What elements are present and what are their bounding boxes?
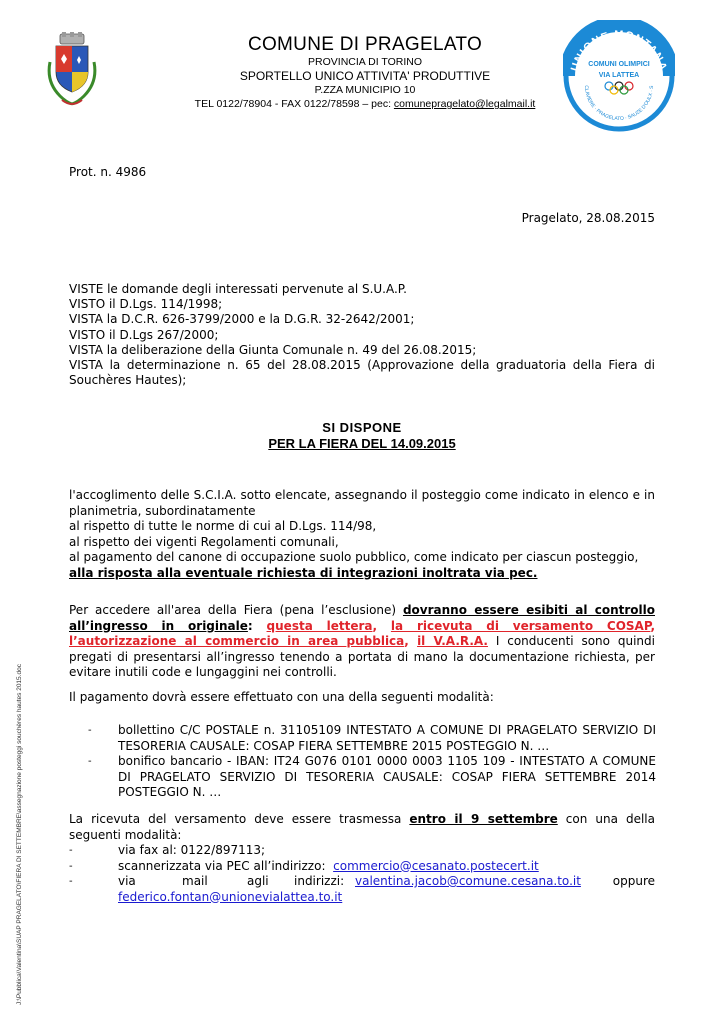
mail-word-indirizzi: indirizzi: <box>294 874 345 888</box>
receipt-method-pec <box>69 859 655 875</box>
premise-line: VISTO il D.Lgs. 114/1998; <box>69 297 223 312</box>
logo-line1: COMUNI OLIMPICI <box>588 61 650 68</box>
protocol-number: Prot. n. 4986 <box>69 165 147 179</box>
pec-email-link[interactable]: commercio@cesanato.postecert.it <box>333 858 539 873</box>
access-sep: , <box>650 618 655 633</box>
address-label: P.ZZA MUNICIPIO 10 <box>314 84 416 96</box>
payment-methods-list <box>86 723 656 801</box>
unione-montana-logo <box>563 20 675 132</box>
acceptance-paragraph <box>69 488 655 581</box>
mail-email-link-1[interactable]: valentina.jacob@comune.cesana.to.it <box>355 874 581 888</box>
premise-line: VISTA la determinazione n. 65 del 28.08.2015 (Approvazione della graduatoria della Fiera di Souchères Hautes); <box>69 358 655 388</box>
access-rest: I conducenti sono quindi pregati di presentarsi all’ingresso tenendo a portata di mano la documentazione richiesta, per evitare inutili code e lungaggini nei controlli. <box>69 634 655 679</box>
mail-email-link-2[interactable]: federico.fontan@unionevialattea.to.it <box>118 889 343 904</box>
letterhead <box>150 34 580 111</box>
premise-line: VISTE le domande degli interessati pervenute al S.U.A.P. <box>69 282 407 296</box>
contacts-line <box>150 97 580 111</box>
acceptance-line: al rispetto dei vigenti Regolamenti comunali, <box>69 534 339 549</box>
document-date: Pragelato, 28.08.2015 <box>521 211 655 225</box>
receipt-method-mail <box>69 874 655 890</box>
municipality-title: COMUNE DI PRAGELATO <box>247 34 483 55</box>
pec-text-wrap <box>118 859 539 875</box>
receipt-paragraph <box>69 812 655 843</box>
logo-line2: VIA LATTEA <box>598 72 640 79</box>
payment-method-item <box>86 754 656 801</box>
payment-method-bank: bonifico bancario - IBAN: IT24 G076 0101 0000 0003 1105 109 - INTESTATO A COMUNE DI PRAGELATO SERVIZIO DI TESORERIA CAUSALE: COSAP FIERA SETTEMBRE 2014 POSTEGGIO N. … <box>118 754 656 799</box>
receipt-method-mail-cont <box>69 890 655 906</box>
decision-subheading: PER LA FIERA DEL 14.09.2015 <box>268 436 456 451</box>
municipal-crest-logo <box>46 32 98 110</box>
required-doc-receipt: la ricevuta di versamento COSAP <box>390 618 651 633</box>
required-doc-vara: il V.A.R.A. <box>417 634 488 648</box>
receipt-method-fax <box>69 843 655 859</box>
acceptance-line: al pagamento del canone di occupazione suolo pubblico, come indicato per ciascun posteggio, <box>69 550 639 564</box>
bullet-dash: - <box>69 860 73 872</box>
required-doc-authorization: l’autorizzazione al commercio in area pubblica <box>69 634 405 648</box>
acceptance-line: l'accoglimento delle S.C.I.A. sotto elencate, assegnando il posteggio come indicato in elenco e in planimetria, subordinatamente <box>69 488 655 518</box>
payment-intro: Il pagamento dovrà essere effettuato con una della seguenti modalità: <box>69 690 494 704</box>
decision-heading: SI DISPONE <box>322 420 402 435</box>
bullet-dash: - <box>69 845 73 856</box>
receipt-methods-list <box>69 843 655 905</box>
premise-line: VISTA la deliberazione della Giunta Comunale n. 49 del 26.08.2015; <box>69 342 477 357</box>
access-intro: Per accedere all'area della Fiera (pena l’esclusione) <box>69 603 403 617</box>
receipt-before: La ricevuta del versamento deve essere trasmessa <box>69 812 410 826</box>
acceptance-bold-line: alla risposta alla eventuale richiesta di integrazioni inoltrata via pec. <box>69 565 538 580</box>
mail-word-via: via <box>118 874 136 888</box>
bullet-dash: - <box>88 725 92 736</box>
access-paragraph <box>69 603 655 681</box>
pec-label: scannerizzata via PEC all’indirizzo: <box>118 858 326 873</box>
premises-list <box>69 282 655 388</box>
logo-arc-text: UNIONE MONTANA <box>568 28 670 73</box>
logo-ring-text: CLAVIERE · PRAGELATO · SAUZE D'OULX · S <box>582 85 656 123</box>
premise-line: VISTA la D.C.R. 626-3799/2000 e la D.G.R. 32-2642/2001; <box>69 312 415 327</box>
province-label: PROVINCIA DI TORINO <box>308 56 422 68</box>
contacts-phone-fax: TEL 0122/78904 - FAX 0122/78598 – pec: <box>194 98 394 110</box>
payment-method-item <box>86 723 656 754</box>
access-bold-requirement: dovranno essere esibiti al controllo all’ingresso in originale <box>69 603 655 633</box>
required-doc-letter: questa lettera <box>266 618 373 633</box>
mail-word-agli: agli <box>247 874 269 888</box>
access-sep: , <box>404 634 418 648</box>
receipt-deadline: entro il 9 settembre <box>409 812 558 826</box>
premise-line: VISTO il D.Lgs 267/2000; <box>69 327 219 342</box>
bullet-dash: - <box>69 876 73 887</box>
acceptance-line: al rispetto di tutte le norme di cui al D.Lgs. 114/98, <box>69 519 377 533</box>
access-colon: : <box>247 618 267 633</box>
payment-method-postal: bollettino C/C POSTALE n. 31105109 INTESTATO A COMUNE DI PRAGELATO SERVIZIO DI TESORERIA CAUSALE: COSAP FIERA SETTEMBRE 2015 POSTEGGIO N. … <box>118 723 656 753</box>
receipt-after: con una della seguenti modalità: <box>69 812 655 842</box>
access-sep: , <box>372 618 391 633</box>
file-path-footer: J:\Pubblica\Valentina\SUAP PRAGELATO\FIERA DI SETTEMBRE\assegnazione posteggi souchères hautes 2015.doc <box>16 664 23 1005</box>
pec-email-link[interactable]: comunepragelato@legalmail.it <box>393 98 536 110</box>
bullet-dash: - <box>88 756 92 767</box>
mail-word-oppure: oppure <box>612 874 655 888</box>
mail-word-mail: mail <box>182 874 208 888</box>
fax-text: via fax al: 0122/897113; <box>118 843 266 857</box>
office-label: SPORTELLO UNICO ATTIVITA' PRODUTTIVE <box>239 69 491 83</box>
